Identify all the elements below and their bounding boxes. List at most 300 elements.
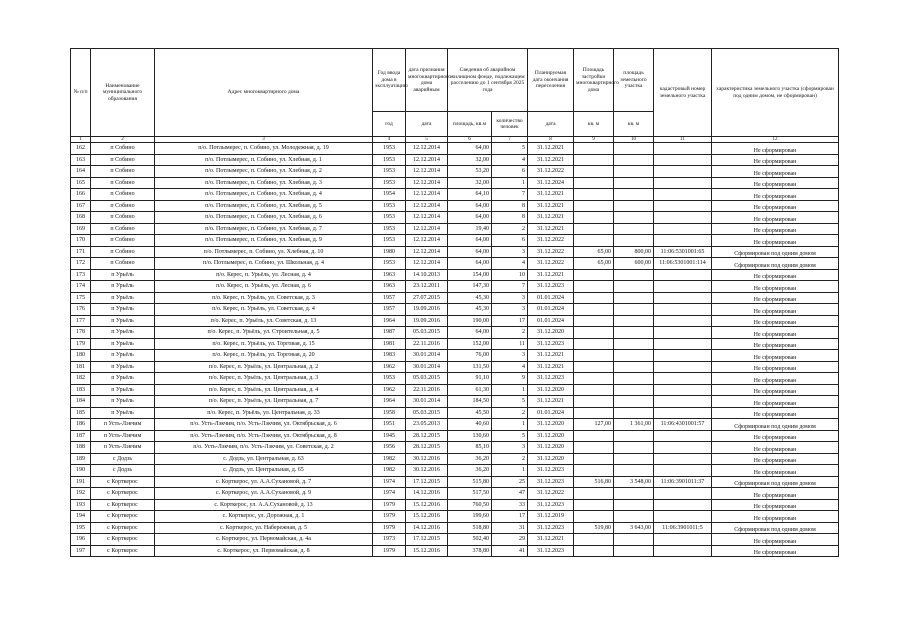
municipality-cell: п Собино [91, 223, 155, 235]
address-cell: с. Корткерос, ул. А.А.Сухановой, д. 7 [155, 476, 373, 488]
emergency-date-cell: 22.11.2016 [406, 384, 448, 396]
land-area-cell [614, 223, 654, 235]
municipality-cell: п Собино [91, 154, 155, 166]
municipality-cell: п Урьёль [91, 269, 155, 281]
cadastral-cell: 11:06:4301001:57 [654, 419, 712, 431]
emergency-date-cell: 15.12.2016 [406, 545, 448, 557]
table-row [71, 419, 839, 431]
header-cadastral: кадастровый номер земельного участка [654, 49, 712, 137]
address-cell: п/о. Потлымерес, п. Собино, ул. Хлебная, д. 2 [155, 166, 373, 178]
column-number: 10 [614, 137, 654, 143]
land-area-cell [614, 453, 654, 465]
municipality-cell: п Собино [91, 177, 155, 189]
building-area-cell [574, 396, 614, 408]
emergency-date-cell: 30.01.2014 [406, 396, 448, 408]
area-cell: 184,50 [448, 396, 492, 408]
land-status-cell: Не сформирован [712, 143, 839, 155]
column-number: 7 [492, 137, 528, 143]
people-cell: 5 [492, 143, 528, 155]
land-area-cell [614, 545, 654, 557]
row-number: 189 [71, 453, 91, 465]
people-cell: 41 [492, 545, 528, 557]
municipality-cell: с Корткерос [91, 499, 155, 511]
row-number: 162 [71, 143, 91, 155]
address-cell: п/о. Керес, п. Урьёль, ул. Центральная, д. 3 [155, 373, 373, 385]
building-area-cell [574, 281, 614, 293]
row-number: 167 [71, 200, 91, 212]
municipality-cell: п Усть-Лэкчим [91, 419, 155, 431]
planned-date-cell: 31.12.2021 [528, 269, 574, 281]
cadastral-cell [654, 327, 712, 339]
address-cell: с. Корткерос, ул. А.А.Сухановой, д. 9 [155, 488, 373, 500]
building-area-cell [574, 511, 614, 523]
municipality-cell: п Собино [91, 246, 155, 258]
building-area-cell [574, 373, 614, 385]
column-number: 4 [373, 137, 406, 143]
emergency-date-cell: 27.07.2015 [406, 292, 448, 304]
cadastral-cell [654, 281, 712, 293]
emergency-date-cell: 12.12.2014 [406, 200, 448, 212]
row-number: 197 [71, 545, 91, 557]
year-cell: 1979 [373, 511, 406, 523]
building-area-cell [574, 304, 614, 316]
emergency-date-cell: 05.03.2015 [406, 327, 448, 339]
table-row [71, 177, 839, 189]
table-row [71, 304, 839, 316]
planned-date-cell: 31.12.2023 [528, 373, 574, 385]
municipality-cell: с Корткерос [91, 511, 155, 523]
land-area-cell [614, 281, 654, 293]
table-row [71, 476, 839, 488]
emergency-date-cell: 15.12.2016 [406, 511, 448, 523]
building-area-cell [574, 407, 614, 419]
column-number: 11 [654, 137, 712, 143]
people-cell: 2 [492, 327, 528, 339]
area-cell: 53,20 [448, 166, 492, 178]
cadastral-cell [654, 373, 712, 385]
land-area-cell: 3 548,00 [614, 476, 654, 488]
building-area-cell [574, 465, 614, 477]
people-cell: 7 [492, 281, 528, 293]
column-number: 9 [574, 137, 614, 143]
address-cell: п/о. Потлымерес, п. Собино, ул. Хлебная, д. 10 [155, 246, 373, 258]
people-cell: 47 [492, 488, 528, 500]
emergency-date-cell: 30.12.2016 [406, 465, 448, 477]
planned-date-cell: 31.12.2020 [528, 327, 574, 339]
planned-date-cell: 31.12.2022 [528, 246, 574, 258]
table-row [71, 430, 839, 442]
area-cell: 515,80 [448, 476, 492, 488]
table-row [71, 154, 839, 166]
planned-date-cell: 01.01.2024 [528, 292, 574, 304]
planned-date-cell: 31.12.2021 [528, 350, 574, 362]
area-cell: 45,50 [448, 407, 492, 419]
cadastral-cell [654, 177, 712, 189]
cadastral-cell [654, 223, 712, 235]
table-body [71, 143, 839, 557]
area-cell: 32,00 [448, 177, 492, 189]
people-cell: 3 [492, 350, 528, 362]
planned-date-cell: 31.12.2021 [528, 396, 574, 408]
land-status-cell: Сформирован под одним домом [712, 419, 839, 431]
municipality-cell: п Усть-Лэкчим [91, 430, 155, 442]
planned-date-cell: 31.12.2023 [528, 281, 574, 293]
cadastral-cell [654, 269, 712, 281]
building-area-cell: 65,00 [574, 246, 614, 258]
subheader-year: год [373, 112, 406, 137]
row-number: 166 [71, 189, 91, 201]
land-status-cell: Не сформирован [712, 189, 839, 201]
address-cell: п/о. Керес, п. Урьёль, ул. Советская, д. 4 [155, 304, 373, 316]
emergency-date-cell: 12.12.2014 [406, 223, 448, 235]
cadastral-cell [654, 465, 712, 477]
building-area-cell: 127,00 [574, 419, 614, 431]
planned-date-cell: 31.12.2021 [528, 189, 574, 201]
emergency-date-cell: 15.12.2016 [406, 499, 448, 511]
land-area-cell [614, 442, 654, 454]
land-area-cell [614, 350, 654, 362]
cadastral-cell [654, 545, 712, 557]
row-number: 185 [71, 407, 91, 419]
cadastral-cell [654, 453, 712, 465]
area-cell: 760,50 [448, 499, 492, 511]
planned-date-cell: 01.01.2024 [528, 407, 574, 419]
land-status-cell: Не сформирован [712, 166, 839, 178]
cadastral-cell [654, 304, 712, 316]
area-cell: 502,40 [448, 534, 492, 546]
people-cell: 2 [492, 453, 528, 465]
building-area-cell [574, 534, 614, 546]
header-building-area: Площадь застройки многоквартирного дома [574, 49, 614, 112]
header-address: Адрес многоквартирного дома [155, 49, 373, 137]
municipality-cell: п Урьёль [91, 327, 155, 339]
header-municipality: Наименование муниципального образования [91, 49, 155, 137]
emergency-date-cell: 30.01.2014 [406, 361, 448, 373]
building-area-cell [574, 338, 614, 350]
column-number: 5 [406, 137, 448, 143]
row-number: 193 [71, 499, 91, 511]
year-cell: 1979 [373, 499, 406, 511]
area-cell: 64,00 [448, 212, 492, 224]
area-cell: 64,00 [448, 200, 492, 212]
land-status-cell: Не сформирован [712, 269, 839, 281]
emergency-date-cell: 12.12.2014 [406, 235, 448, 247]
land-area-cell [614, 430, 654, 442]
table-row [71, 350, 839, 362]
emergency-date-cell: 05.03.2015 [406, 407, 448, 419]
land-status-cell: Не сформирован [712, 488, 839, 500]
year-cell: 1982 [373, 453, 406, 465]
planned-date-cell: 31.12.2020 [528, 430, 574, 442]
emergency-date-cell: 12.12.2014 [406, 143, 448, 155]
area-cell: 190,00 [448, 315, 492, 327]
year-cell: 1953 [373, 258, 406, 270]
building-area-cell [574, 453, 614, 465]
planned-date-cell: 31.12.2019 [528, 511, 574, 523]
header-emergency-fund: Сведения об аварийном жилищном фонде, подлежащем расселению до 1 сентября 2025 года [448, 49, 528, 112]
header-year-commissioned: Год ввода дома в эксплуатацию [373, 49, 406, 112]
land-area-cell [614, 465, 654, 477]
table-header [71, 49, 839, 137]
people-cell: 8 [492, 200, 528, 212]
building-area-cell [574, 499, 614, 511]
area-cell: 64,00 [448, 235, 492, 247]
address-cell: п/о. Керес, п. Урьёль, ул. Центральная, д. 4 [155, 384, 373, 396]
people-cell: 2 [492, 223, 528, 235]
people-cell: 10 [492, 269, 528, 281]
people-cell: 9 [492, 373, 528, 385]
planned-date-cell: 01.01.2024 [528, 315, 574, 327]
table-row [71, 315, 839, 327]
address-cell: с. Додзь, ул. Центральная, д. 65 [155, 465, 373, 477]
municipality-cell: п Собино [91, 212, 155, 224]
year-cell: 1957 [373, 304, 406, 316]
year-cell: 1957 [373, 292, 406, 304]
address-cell: п/о. Керес, п. Урьёль, ул. Лесная, д. 6 [155, 281, 373, 293]
planned-date-cell: 31.12.2023 [528, 476, 574, 488]
year-cell: 1974 [373, 488, 406, 500]
people-cell: 29 [492, 534, 528, 546]
address-cell: п/о. Потлымерес, п. Собино, ул. Хлебная, д. 5 [155, 200, 373, 212]
area-cell: 45,30 [448, 292, 492, 304]
building-area-cell [574, 327, 614, 339]
year-cell: 1973 [373, 534, 406, 546]
emergency-date-cell: 19.09.2016 [406, 315, 448, 327]
cadastral-cell [654, 212, 712, 224]
table-row [71, 407, 839, 419]
building-area-cell [574, 177, 614, 189]
year-cell: 1979 [373, 545, 406, 557]
table-row [71, 143, 839, 155]
municipality-cell: п Урьёль [91, 281, 155, 293]
municipality-cell: п Урьёль [91, 373, 155, 385]
table-row [71, 511, 839, 523]
land-status-cell: Не сформирован [712, 292, 839, 304]
people-cell: 4 [492, 154, 528, 166]
land-area-cell [614, 396, 654, 408]
land-area-cell [614, 166, 654, 178]
people-cell: 3 [492, 304, 528, 316]
building-area-cell [574, 488, 614, 500]
header-land-area: площадь земельного участка [614, 49, 654, 112]
address-cell: п/о. Керес, п. Урьёль, ул. Советская, д. 13 [155, 315, 373, 327]
land-area-cell [614, 499, 654, 511]
planned-date-cell: 31.12.2022 [528, 166, 574, 178]
land-area-cell [614, 373, 654, 385]
municipality-cell: п Усть-Лэкчим [91, 442, 155, 454]
municipality-cell: п Собино [91, 166, 155, 178]
cadastral-cell [654, 200, 712, 212]
area-cell: 517,50 [448, 488, 492, 500]
planned-date-cell: 31.12.2021 [528, 200, 574, 212]
land-area-cell [614, 200, 654, 212]
people-cell: 31 [492, 522, 528, 534]
land-status-cell: Сформирован под одним домом [712, 476, 839, 488]
building-area-cell [574, 442, 614, 454]
area-cell: 19,40 [448, 223, 492, 235]
cadastral-cell: 11:06:5301001:114 [654, 258, 712, 270]
cadastral-cell [654, 384, 712, 396]
planned-date-cell: 31.12.2020 [528, 453, 574, 465]
emergency-date-cell: 12.12.2014 [406, 177, 448, 189]
land-area-cell [614, 327, 654, 339]
row-number: 176 [71, 304, 91, 316]
land-area-cell [614, 154, 654, 166]
planned-date-cell: 31.12.2022 [528, 258, 574, 270]
people-cell: 4 [492, 258, 528, 270]
land-area-cell [614, 407, 654, 419]
land-status-cell: Не сформирован [712, 177, 839, 189]
table-row [71, 534, 839, 546]
land-area-cell [614, 189, 654, 201]
table-row [71, 384, 839, 396]
row-number: 180 [71, 350, 91, 362]
row-number: 169 [71, 223, 91, 235]
row-number: 177 [71, 315, 91, 327]
cadastral-cell [654, 534, 712, 546]
table-row [71, 442, 839, 454]
year-cell: 1979 [373, 522, 406, 534]
address-cell: п/о. Потлымерес, п. Собино, ул. Школьная, д. 4 [155, 258, 373, 270]
land-area-cell [614, 488, 654, 500]
year-cell: 1953 [373, 177, 406, 189]
planned-date-cell: 01.01.2024 [528, 304, 574, 316]
year-cell: 1974 [373, 476, 406, 488]
cadastral-cell [654, 235, 712, 247]
table-row [71, 258, 839, 270]
address-cell: п/о. Керес, п. Урьёль, ул. Центральная, д. 2 [155, 361, 373, 373]
planned-date-cell: 31.12.2021 [528, 212, 574, 224]
row-number: 190 [71, 465, 91, 477]
building-area-cell [574, 384, 614, 396]
planned-date-cell: 31.12.2023 [528, 522, 574, 534]
cadastral-cell [654, 511, 712, 523]
people-cell: 1 [492, 465, 528, 477]
building-area-cell [574, 315, 614, 327]
table-row [71, 465, 839, 477]
cadastral-cell [654, 407, 712, 419]
land-area-cell [614, 315, 654, 327]
address-cell: с. Корткерос, ул. Первомайская, д. 8 [155, 545, 373, 557]
land-status-cell: Не сформирован [712, 281, 839, 293]
address-cell: п/о. Усть-Лэкчим, п/о. Усть-Лэкчим, ул. Советская, д. 2 [155, 442, 373, 454]
area-cell: 130,60 [448, 430, 492, 442]
area-cell: 91,10 [448, 373, 492, 385]
year-cell: 1958 [373, 407, 406, 419]
land-status-cell: Не сформирован [712, 200, 839, 212]
table-row [71, 246, 839, 258]
emergency-date-cell: 17.12.2015 [406, 534, 448, 546]
people-cell: 1 [492, 419, 528, 431]
municipality-cell: с Корткерос [91, 534, 155, 546]
table-row [71, 212, 839, 224]
column-number: 6 [448, 137, 492, 143]
land-status-cell: Не сформирован [712, 545, 839, 557]
people-cell: 25 [492, 476, 528, 488]
row-number: 192 [71, 488, 91, 500]
row-number: 184 [71, 396, 91, 408]
year-cell: 1954 [373, 189, 406, 201]
subheader-land-kvm: кв. м [614, 112, 654, 137]
land-status-cell: Не сформирован [712, 338, 839, 350]
emergency-date-cell: 14.12.2016 [406, 488, 448, 500]
land-area-cell [614, 338, 654, 350]
area-cell: 45,30 [448, 304, 492, 316]
emergency-date-cell: 12.12.2014 [406, 246, 448, 258]
land-status-cell: Не сформирован [712, 511, 839, 523]
address-cell: п/о. Усть-Лэкчим, п/о. Усть-Лэкчим, ул. Октябрьская, д. 6 [155, 419, 373, 431]
row-number: 183 [71, 384, 91, 396]
area-cell: 32,00 [448, 154, 492, 166]
row-number: 196 [71, 534, 91, 546]
cadastral-cell [654, 442, 712, 454]
land-status-cell: Не сформирован [712, 499, 839, 511]
building-area-cell [574, 189, 614, 201]
building-area-cell [574, 350, 614, 362]
planned-date-cell: 31.12.2021 [528, 143, 574, 155]
municipality-cell: п Собино [91, 200, 155, 212]
table-row [71, 166, 839, 178]
column-number: 2 [91, 137, 155, 143]
municipality-cell: с Корткерос [91, 488, 155, 500]
people-cell: 7 [492, 189, 528, 201]
cadastral-cell [654, 315, 712, 327]
people-cell: 11 [492, 338, 528, 350]
land-status-cell: Не сформирован [712, 384, 839, 396]
address-cell: п/о. Потлымерес, п. Собино, ул. Хлебная, д. 9 [155, 235, 373, 247]
year-cell: 1962 [373, 384, 406, 396]
building-area-cell [574, 545, 614, 557]
planned-date-cell: 31.12.2022 [528, 488, 574, 500]
land-status-cell: Не сформирован [712, 396, 839, 408]
area-cell: 64,00 [448, 246, 492, 258]
land-area-cell [614, 143, 654, 155]
planned-date-cell: 31.12.2023 [528, 545, 574, 557]
row-number: 195 [71, 522, 91, 534]
emergency-date-cell: 23.05.2013 [406, 419, 448, 431]
land-status-cell: Не сформирован [712, 407, 839, 419]
people-cell: 3 [492, 442, 528, 454]
area-cell: 36,20 [448, 465, 492, 477]
land-status-cell: Не сформирован [712, 350, 839, 362]
address-cell: п/о. Потлымерес, п. Собино, ул. Хлебная, д. 4 [155, 189, 373, 201]
address-cell: п/о. Керес, п. Урьёль, ул. Торговая, д. 20 [155, 350, 373, 362]
year-cell: 1953 [373, 212, 406, 224]
planned-date-cell: 31.12.2021 [528, 223, 574, 235]
address-cell: п/о. Потлымерес, п. Собино, ул. Хлебная, д. 7 [155, 223, 373, 235]
land-status-cell: Сформирован под одним домом [712, 258, 839, 270]
year-cell: 1953 [373, 235, 406, 247]
planned-date-cell: 31.12.2022 [528, 235, 574, 247]
land-status-cell: Не сформирован [712, 465, 839, 477]
land-area-cell [614, 269, 654, 281]
area-cell: 131,50 [448, 361, 492, 373]
year-cell: 1953 [373, 166, 406, 178]
address-cell: п/о. Керес, п. Урьёль, ул. Торговая, д. 15 [155, 338, 373, 350]
municipality-cell: п Урьёль [91, 304, 155, 316]
building-area-cell [574, 430, 614, 442]
area-cell: 199,60 [448, 511, 492, 523]
table-row [71, 200, 839, 212]
area-cell: 36,20 [448, 453, 492, 465]
table-row [71, 269, 839, 281]
land-status-cell: Не сформирован [712, 154, 839, 166]
planned-date-cell: 31.12.2021 [528, 361, 574, 373]
area-cell: 76,00 [448, 350, 492, 362]
address-cell: п/о. Керес, п. Урьёль, ул. Строительная, д. 5 [155, 327, 373, 339]
emergency-date-cell: 12.12.2014 [406, 212, 448, 224]
people-cell: 3 [492, 292, 528, 304]
